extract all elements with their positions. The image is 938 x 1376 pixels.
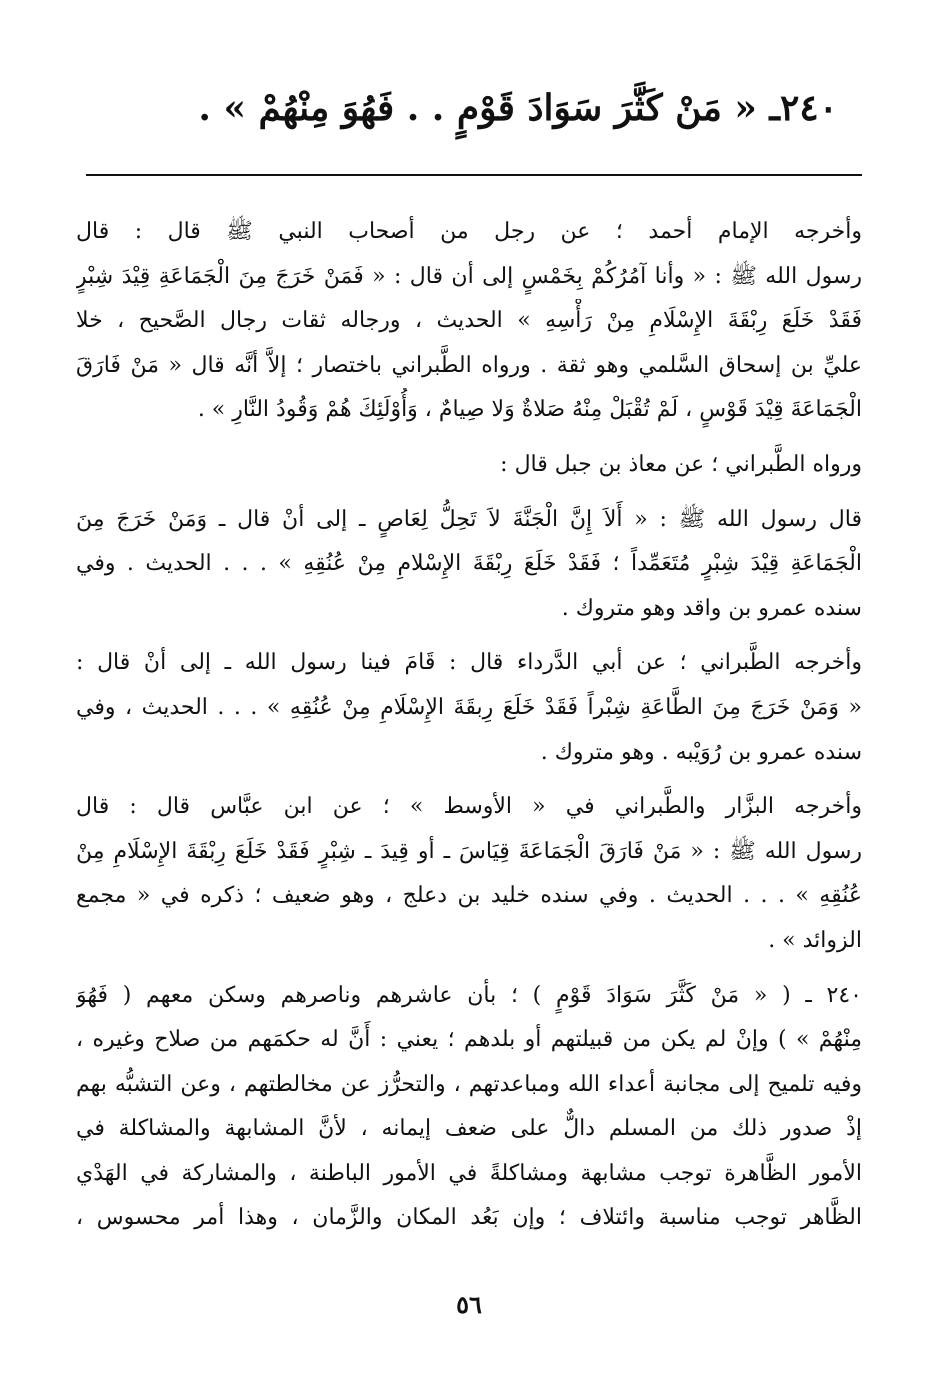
text-line: وأخرجه الإمام أحمد ؛ عن رجل من أصحاب النبي ﷺ قال : قال [76, 219, 862, 244]
text-line: وأخرجه البزَّار والطَّبراني في « الأوسط » ؛ عن ابن عبَّاس قال : قال [76, 794, 862, 820]
text-line: ورواه الطَّبراني ؛ عن معاذ بن جبل قال : [500, 451, 862, 477]
page-number: ٥٦ [456, 1290, 482, 1319]
text-line: وأخرجه الطَّبراني ؛ عن أبي الدَّرداء قال : قَامَ فينا رسول الله ـ إلى أنْ قال : [76, 650, 862, 676]
paragraph-commentary-240 [76, 974, 862, 1242]
paragraph-muadh-narration [76, 498, 862, 632]
paragraph-ahmad-narration [76, 210, 862, 433]
paragraph-gap [76, 433, 862, 443]
text-line: وفيه تلميح إلى مجانبة أعداء الله ومباعدتهم ، والتحرُّز عن مخالطتهم ، وعن التشبُّه بهم [76, 1071, 862, 1097]
text-line: قال رسول الله ﷺ : « أَلاَ إِنَّ الْجَنَّةَ لاَ تَحِلُّ لِعَاصٍ ـ إلى أنْ قال ـ وَمَنْ خَرَجَ مِنَ [76, 506, 862, 532]
text-line: الزوائد » . [768, 927, 862, 953]
hadith-heading: ٢٤٠ـ « مَنْ كَثَّرَ سَوَادَ قَوْمٍ . . فَهُوَ مِنْهُمْ » . [198, 87, 838, 129]
text-line: رسول الله ﷺ : « وأنا آمُرُكُمْ بِخَمْسٍ إلى أن قال : « فَمَنْ خَرَجَ مِنَ الْجَمَاعَةِ قِيْدَ شِبْرٍ [76, 263, 862, 289]
text-line: عليِّ بن إسحاق السَّلمي وهو ثقة . ورواه الطَّبراني باختصار ؛ إلاَّ أنَّه قال « مَنْ فَارَقَ [76, 352, 862, 378]
page-body [76, 210, 862, 1241]
text-line: سنده عمرو بن رُوَيْبه . وهو متروك . [540, 739, 862, 765]
paragraph-abu-darda-narration [76, 641, 862, 775]
text-line: عُنُقِهِ » . . . الحديث . وفي سنده خليد بن دعلج ، وهو ضعيف ؛ ذكره في « مجمع [76, 883, 862, 909]
text-line: فَقَدْ خَلَعَ رِبْقَةَ الإِسْلَامِ مِنْ رَأْسِهِ » الحديث ، ورجاله ثقات رجال الصَّحيح ، خلا [76, 308, 862, 334]
text-line: « وَمَنْ خَرَجَ مِنَ الطَّاعَةِ شِبْراً فَقَدْ خَلَعَ رِبقَةَ الإِسْلَامِ مِنْ عُنُقِهِ » . . . الحديث ، وفي [76, 694, 862, 720]
paragraph-muadh-intro [76, 443, 862, 488]
text-line: سنده عمرو بن واقد وهو متروك . [561, 595, 862, 621]
text-line: رسول الله ﷺ : « مَنْ فَارَقَ الْجَمَاعَةَ قِيَاسَ ـ أو قِيدَ ـ شِبْرٍ فَقَدْ خَلَعَ رِبْقَةَ الإِسْلَامِ مِنْ [76, 838, 862, 864]
text-line: مِنْهُمْ » ) وإنْ لم يكن من قبيلتهم أو بلدهم ؛ يعني : أَنَّ له حكمَهم من صلاح وغيره ، [76, 1027, 862, 1053]
paragraph-gap [76, 775, 862, 785]
text-line: الْجَمَاعَةِ قِيْدَ شِبْرٍ مُتَعَمِّداً ؛ فَقَدْ خَلَعَ رِبْقَةَ الإِسْلامِ مِنْ عُنُقِهِ » . . . الحديث . وفي [76, 551, 862, 577]
text-line: الأمور الظَّاهرة توجب مشابهة ومشاكلةً في الأمور الباطنة ، والمشاركة في الهَدْي [76, 1160, 862, 1186]
text-line: الْجَمَاعَةَ قِيْدَ قَوْسٍ ، لَمْ تُقْبَلْ مِنْهُ صَلاةٌ وَلا صِيامٌ ، وَأُوْلَئِكَ هُمْ وَقُودُ النَّارِ » . [197, 397, 862, 423]
text-line: الظَّاهر توجب مناسبة وائتلاف ؛ وإن بَعُد المكان والزَّمان ، وهذا أمر محسوس ، [76, 1205, 862, 1231]
heading-divider [86, 174, 862, 176]
paragraph-ibn-abbas-narration [76, 785, 862, 963]
paragraph-gap [76, 488, 862, 498]
paragraph-gap [76, 631, 862, 641]
paragraph-gap [76, 964, 862, 974]
text-line: ٢٤٠ ـ ( « مَنْ كَثَّرَ سَوَادَ قَوْمٍ ) ؛ بأن عاشرهم وناصرهم وسكن معهم ( فَهُوَ [76, 982, 862, 1008]
text-line: إذْ صدور ذلك من المسلم دالٌّ على ضعف إيمانه ، لأنَّ المشابهة والمشاكلة في [76, 1116, 862, 1142]
